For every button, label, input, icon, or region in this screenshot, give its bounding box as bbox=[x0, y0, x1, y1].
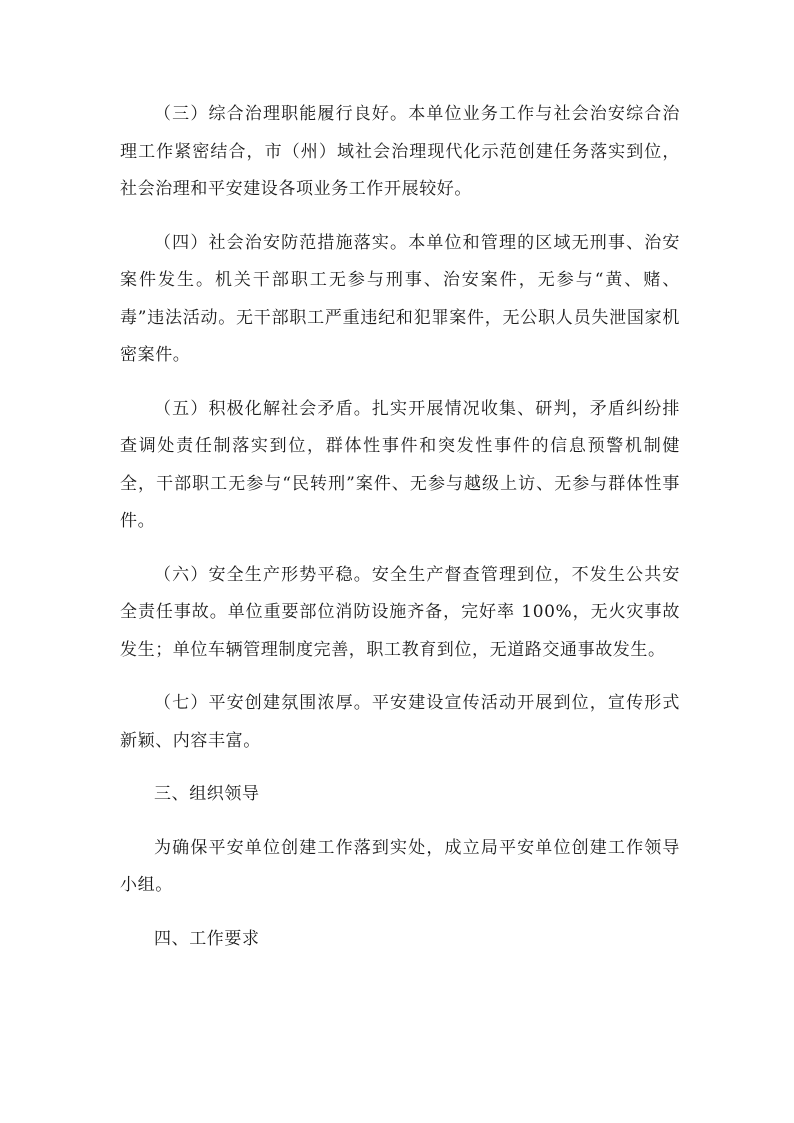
paragraph-section-3: （三）综合治理职能履行良好。本单位业务工作与社会治安综合治理工作紧密结合，市（州）域社会治理现代化示范创建任务落实到位，社会治理和平安建设各项业务工作开展较好。 bbox=[120, 104, 680, 199]
document-body bbox=[120, 96, 680, 974]
heading-work-requirements: 四、工作要求 bbox=[154, 928, 260, 949]
heading-organization-leadership: 三、组织领导 bbox=[154, 784, 260, 804]
paragraph-section-5: （五）积极化解社会矛盾。扎实开展情况收集、研判，矛盾纠纷排查调处责任制落实到位，群体性事件和突发性事件的信息预警机制健全，干部职工无参与“民转刑”案件、无参与越级上访、无参与群体性事件。 bbox=[120, 398, 680, 531]
paragraph-section-7: （七）平安创建氛围浓厚。平安建设宣传活动开展到位，宣传形式新颖、内容丰富。 bbox=[120, 693, 680, 751]
paragraph-leadership-group: 为确保平安单位创建工作落到实处，成立局平安单位创建工作领导小组。 bbox=[120, 837, 680, 895]
paragraph-section-6: （六）安全生产形势平稳。安全生产督查管理到位，不发生公共安全责任事故。单位重要部位消防设施齐备，完好率 100%，无火灾事故发生；单位车辆管理制度完善，职工教育到位，无道路交通事故发生。 bbox=[120, 564, 680, 660]
paragraph-section-4: （四）社会治安防范措施落实。本单位和管理的区域无刑事、治安案件发生。机关干部职工无参与刑事、治安案件，无参与“黄、赌、毒”违法活动。无干部职工严重违纪和犯罪案件，无公职人员失泄国家机密案件。 bbox=[120, 232, 680, 365]
